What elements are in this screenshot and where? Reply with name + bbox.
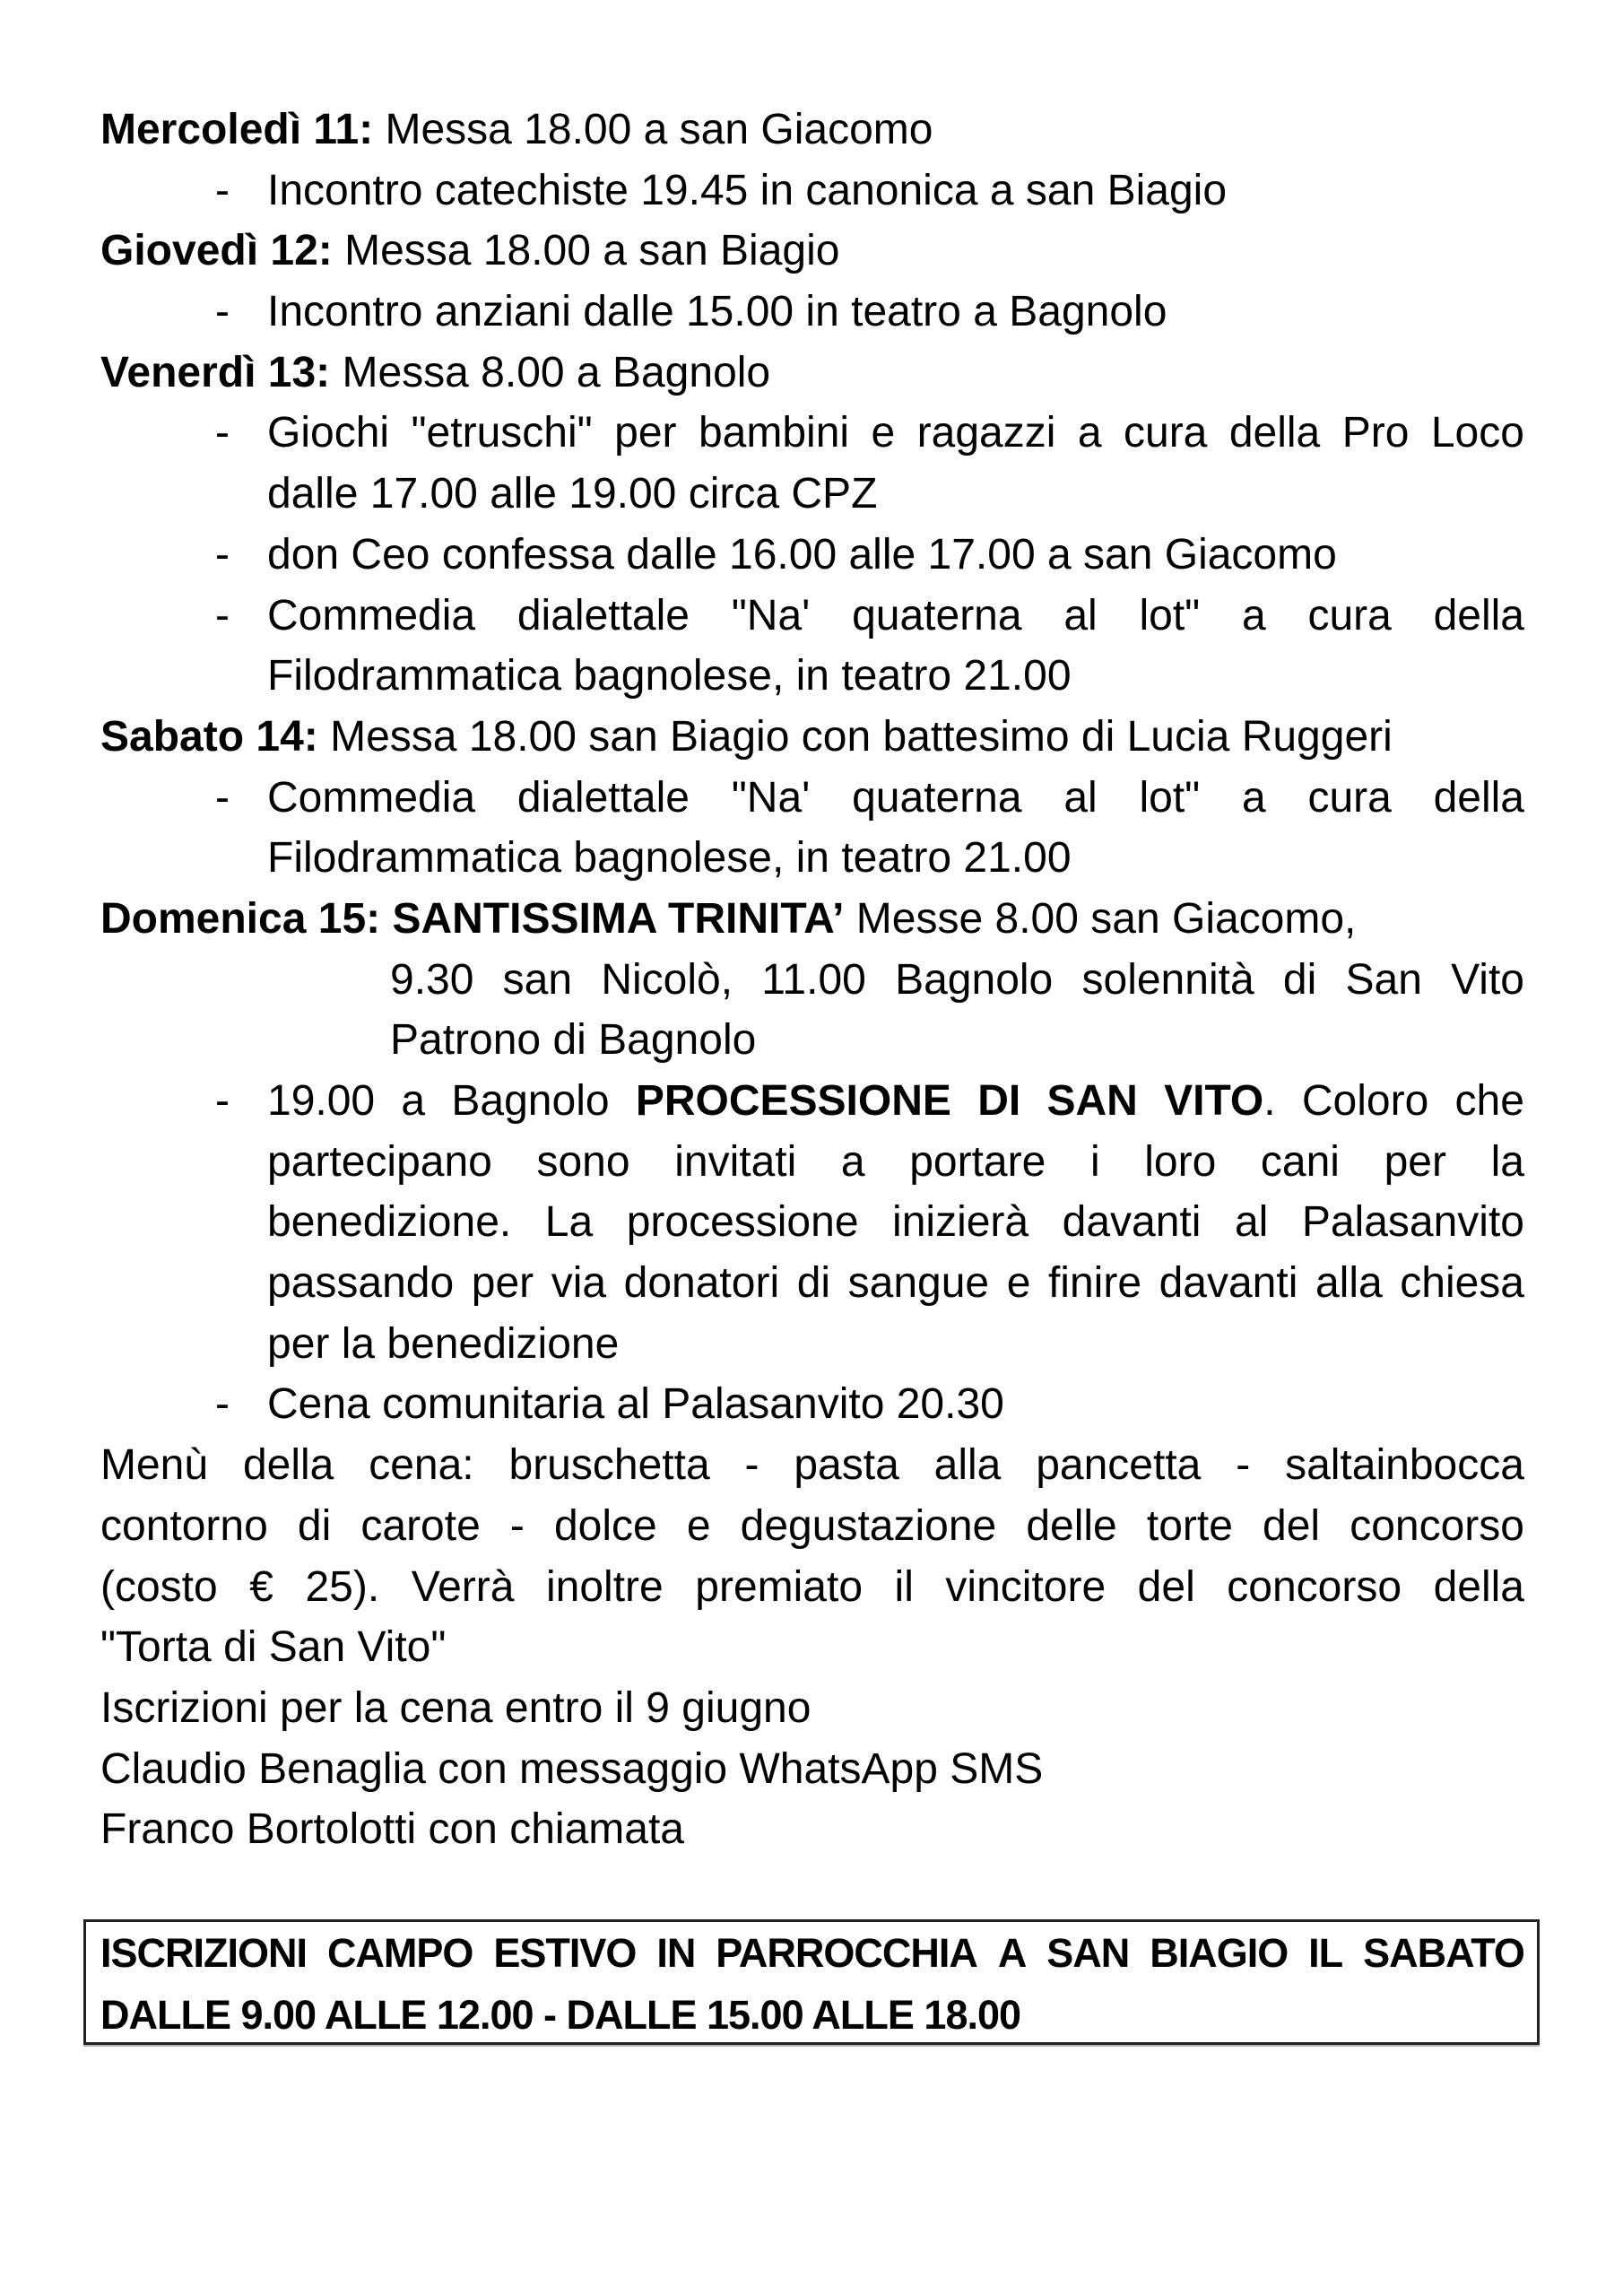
text-run-bold: Sabato 14:	[100, 712, 318, 761]
line-text	[100, 1496, 1524, 1557]
word: €	[249, 1562, 273, 1611]
word: dolce	[553, 1501, 657, 1550]
word: solennità	[1081, 955, 1254, 1004]
word: saltainbocca	[1285, 1441, 1524, 1490]
document-line	[100, 889, 1524, 950]
document-line-bullet	[100, 403, 1524, 464]
word: di	[1282, 955, 1317, 1004]
line-text	[267, 525, 1524, 586]
text-run: Filodrammatica bagnolese, in teatro 21.00	[267, 834, 1072, 883]
word: alla	[1315, 1259, 1383, 1308]
document-line	[100, 1435, 1524, 1496]
line-text	[267, 646, 1524, 707]
document-line	[100, 1010, 1524, 1071]
word: Commedia	[267, 591, 476, 639]
document-line-bullet	[100, 1374, 1524, 1435]
document-line-bullet	[100, 525, 1524, 586]
word: concorso	[1227, 1562, 1402, 1611]
word: pancetta	[1036, 1441, 1202, 1490]
line-text	[267, 1253, 1524, 1314]
line-text	[390, 950, 1524, 1011]
word: i	[1089, 1137, 1100, 1186]
word: SAN	[1046, 1077, 1138, 1125]
text-run: Cena comunitaria al Palasanvito 20.30	[267, 1380, 1004, 1429]
word: Nicolò,	[601, 955, 733, 1004]
word: Pro	[1341, 409, 1410, 457]
bullet-dash: -	[215, 288, 230, 336]
text-run: Messa 18.00 a san Giacomo	[373, 106, 933, 153]
line-text	[100, 1678, 1524, 1739]
word: VITO.	[1164, 1077, 1276, 1125]
word: cura	[1124, 409, 1208, 457]
bullet-dash: -	[215, 530, 230, 578]
document-line-bullet	[100, 161, 1524, 222]
word: davanti	[1159, 1259, 1298, 1308]
word: loro	[1144, 1137, 1217, 1186]
line-text	[100, 889, 1524, 950]
document-line	[100, 707, 1524, 768]
line-text	[100, 1557, 1524, 1618]
word: degustazione	[740, 1501, 997, 1550]
line-text	[100, 1617, 1524, 1678]
word: della	[1433, 591, 1524, 639]
word: chiesa	[1400, 1259, 1524, 1308]
word: partecipano	[267, 1137, 492, 1186]
word: e	[871, 409, 896, 457]
word: al	[1234, 1198, 1269, 1247]
word: inizierà	[892, 1198, 1029, 1247]
text-run: don Ceo confessa dalle 16.00 alle 17.00 a san Giacomo	[267, 530, 1337, 578]
word: vincitore	[945, 1562, 1107, 1611]
word: carote	[360, 1501, 481, 1550]
document-line	[100, 221, 1524, 282]
word: Verrà	[411, 1562, 515, 1611]
text-run: Patrono di Bagnolo	[390, 1016, 757, 1065]
word: Menù	[100, 1441, 209, 1490]
word: bruschetta	[508, 1441, 710, 1490]
bullet-dash: -	[215, 591, 230, 639]
line-text	[267, 768, 1524, 829]
line-text	[267, 464, 1524, 525]
line-text	[267, 1132, 1524, 1193]
word: cura	[1307, 591, 1392, 639]
word: che	[1454, 1077, 1524, 1125]
word: processione	[626, 1198, 859, 1247]
word: via	[551, 1259, 607, 1308]
word: dialettale	[516, 773, 690, 822]
line-text	[390, 1010, 1524, 1071]
text-run-bold: Giovedì 12:	[100, 227, 333, 275]
document-line-bullet	[100, 282, 1524, 343]
document-line	[100, 828, 1524, 889]
text-run: Messe 8.00 san Giacomo,	[844, 894, 1357, 943]
word: PROCESSIONE	[635, 1077, 951, 1125]
word: bambini	[698, 409, 850, 457]
line-text	[100, 343, 1524, 404]
word: SABATO	[1363, 1930, 1524, 1976]
text-run-bold: Venerdì 13:	[100, 348, 331, 396]
line-text	[267, 403, 1524, 464]
word: 11.00	[761, 955, 866, 1004]
word: Bagnolo	[451, 1077, 610, 1125]
document-line	[100, 950, 1524, 1011]
word: a	[1241, 591, 1266, 639]
word: Vito	[1451, 955, 1524, 1004]
word: CAMPO	[326, 1930, 473, 1976]
line-text	[267, 282, 1524, 343]
text-run: Incontro anziani dalle 15.00 in teatro a Bagnolo	[267, 288, 1167, 336]
text-run: Filodrammatica bagnolese, in teatro 21.00	[267, 652, 1072, 700]
word: Loco	[1430, 409, 1524, 457]
word: Commedia	[267, 773, 476, 822]
line-text	[100, 1435, 1524, 1496]
word: cani	[1260, 1137, 1340, 1186]
line-text	[267, 1374, 1524, 1435]
text-run-bold: DALLE 9.00 ALLE 12.00 - DALLE 15.00 ALLE 18.00	[100, 1992, 1021, 2038]
document-line	[100, 1132, 1524, 1193]
word: La	[544, 1198, 594, 1247]
text-run: Messa 18.00 a san Biagio	[332, 227, 840, 275]
word: davanti	[1062, 1198, 1202, 1247]
text-run: dalle 17.00 alle 19.00 circa CPZ	[267, 470, 878, 518]
bullet-dash: -	[215, 409, 230, 457]
word: ragazzi	[916, 409, 1056, 457]
document-line-bullet	[100, 1071, 1524, 1132]
document-line	[100, 464, 1524, 525]
word: torte	[1146, 1501, 1233, 1550]
word: del	[1263, 1501, 1321, 1550]
word: Palasanvito	[1301, 1198, 1524, 1247]
document-body	[100, 100, 1524, 1860]
word: quaterna	[852, 773, 1022, 822]
document-line-bullet	[100, 768, 1524, 829]
text-run: Incontro catechiste 19.45 in canonica a san Biagio	[267, 166, 1228, 214]
word: ISCRIZIONI	[100, 1930, 308, 1976]
word: -	[509, 1501, 525, 1550]
word: di	[796, 1259, 831, 1308]
word: per	[1384, 1137, 1446, 1186]
word: BIAGIO	[1150, 1930, 1289, 1976]
word: sono	[536, 1137, 630, 1186]
line-text	[267, 1071, 1524, 1132]
word: a	[1241, 773, 1266, 822]
word: e	[686, 1501, 711, 1550]
word: IN	[656, 1930, 696, 1976]
line-text	[100, 1984, 1524, 2046]
bullet-dash: -	[215, 166, 230, 214]
bullet-dash: -	[215, 1077, 230, 1125]
word: -	[1236, 1441, 1251, 1490]
word: lot"	[1139, 773, 1201, 822]
word: San	[1345, 955, 1422, 1004]
word: e	[1006, 1259, 1031, 1308]
word: Giochi	[267, 409, 390, 457]
text-run: Messa 18.00 san Biagio con battesimo di Lucia Ruggeri	[317, 712, 1393, 761]
word: SAN	[1046, 1930, 1130, 1976]
word: quaterna	[852, 591, 1022, 639]
line-text	[267, 1314, 1524, 1375]
word: della	[1228, 409, 1321, 457]
document-line	[100, 1496, 1524, 1557]
word: inoltre	[546, 1562, 664, 1611]
word: ESTIVO	[493, 1930, 637, 1976]
word: del	[1137, 1562, 1195, 1611]
word: alla	[933, 1441, 1002, 1490]
word: passando	[267, 1259, 455, 1308]
document-line	[100, 1557, 1524, 1618]
document-line	[100, 1617, 1524, 1678]
line-text	[100, 100, 1524, 161]
notice-box	[83, 1919, 1540, 2045]
word: premiato	[695, 1562, 864, 1611]
document-line	[100, 646, 1524, 707]
word: (costo	[100, 1562, 218, 1611]
word: cena:	[369, 1441, 474, 1490]
document-line	[100, 1922, 1524, 1984]
document-line	[100, 1678, 1524, 1739]
word: 9.30	[390, 955, 474, 1004]
document-line	[100, 343, 1524, 404]
document-line	[100, 1192, 1524, 1253]
word: DI	[977, 1077, 1021, 1125]
line-text	[267, 161, 1524, 222]
word: lot"	[1139, 591, 1201, 639]
word: dialettale	[516, 591, 690, 639]
text-run: Messa 8.00 a Bagnolo	[330, 348, 771, 396]
word: "Na'	[731, 591, 811, 639]
line-text	[100, 1799, 1524, 1860]
text-run-bold: Domenica 15: SANTISSIMA TRINITA’	[100, 894, 845, 943]
word: concorso	[1350, 1501, 1524, 1550]
word: "etruschi"	[411, 409, 593, 457]
word: san	[502, 955, 573, 1004]
line-text	[267, 1192, 1524, 1253]
word: Coloro	[1301, 1077, 1429, 1125]
text-run-bold: Mercoledì 11:	[100, 106, 374, 153]
word: 19.00	[267, 1077, 376, 1125]
text-run: Claudio Benaglia con messaggio WhatsApp SMS	[100, 1744, 1044, 1793]
word: "Na'	[731, 773, 811, 822]
word: A	[997, 1930, 1027, 1976]
line-text	[100, 1922, 1524, 1984]
word: cura	[1307, 773, 1392, 822]
text-run: Iscrizioni per la cena entro il 9 giugno	[100, 1683, 812, 1732]
word: portare	[909, 1137, 1046, 1186]
line-text	[267, 586, 1524, 647]
text-run: per la benedizione	[267, 1319, 620, 1368]
word: delle	[1026, 1501, 1117, 1550]
word: sangue	[847, 1259, 990, 1308]
bullet-dash: -	[215, 773, 230, 822]
word: pasta	[794, 1441, 899, 1490]
document-line	[100, 1799, 1524, 1860]
word: finire	[1047, 1259, 1142, 1308]
text-run: "Torta di San Vito"	[100, 1623, 447, 1672]
word: della	[242, 1441, 334, 1490]
line-text	[100, 707, 1524, 768]
document-line	[100, 1739, 1524, 1800]
word: IL	[1308, 1930, 1343, 1976]
word: benedizione.	[267, 1198, 512, 1247]
word: contorno	[100, 1501, 268, 1550]
word: al	[1063, 773, 1098, 822]
line-text	[100, 221, 1524, 282]
word: per	[471, 1259, 534, 1308]
word: -	[744, 1441, 759, 1490]
word: per	[614, 409, 677, 457]
document-line-bullet	[100, 586, 1524, 647]
word: a	[401, 1077, 426, 1125]
word: donatori	[623, 1259, 780, 1308]
text-run: Franco Bortolotti con chiamata	[100, 1805, 684, 1854]
document-line	[100, 100, 1524, 161]
word: Bagnolo	[895, 955, 1054, 1004]
document-line	[100, 1253, 1524, 1314]
word: a	[840, 1137, 865, 1186]
line-text	[100, 1739, 1524, 1800]
word: della	[1433, 1562, 1524, 1611]
document-line	[100, 1314, 1524, 1375]
word: PARROCCHIA	[716, 1930, 977, 1976]
word: a	[1077, 409, 1102, 457]
word: 25).	[305, 1562, 380, 1611]
document-line	[100, 1984, 1524, 2046]
word: la	[1490, 1137, 1524, 1186]
word: al	[1063, 591, 1098, 639]
bullet-dash: -	[215, 1380, 230, 1429]
word: invitati	[674, 1137, 797, 1186]
word: della	[1433, 773, 1524, 822]
word: di	[297, 1501, 332, 1550]
word: il	[894, 1562, 914, 1611]
line-text	[267, 828, 1524, 889]
